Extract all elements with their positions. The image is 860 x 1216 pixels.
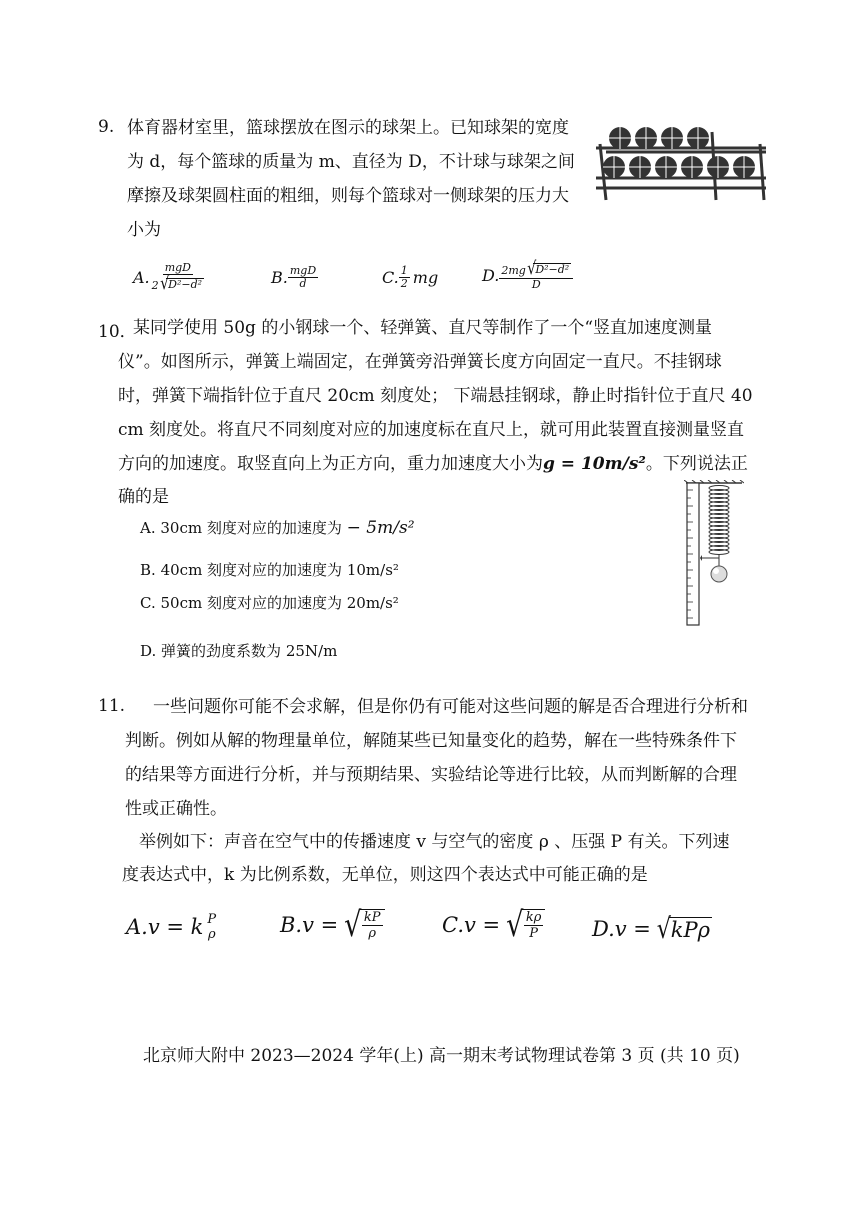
q9-option-c: C. $\frac{1}{2}$ mg xyxy=(382,264,439,290)
q10-number: 10． xyxy=(98,322,137,342)
q11-option-b: B.v = √ $\frac{kP}{\rho}$ xyxy=(280,908,385,942)
q10-line-3: 时，弹簧下端指针位于直尺 20cm 刻度处； 下端悬挂钢球，静止时指针位于直尺 40 xyxy=(118,386,753,406)
q9-option-d: D. 2mg √ D²−d² D xyxy=(482,260,573,291)
q11-option-a: A.v = k P ρ xyxy=(126,912,217,942)
basketball-rack-figure xyxy=(592,122,770,202)
q10-line-5: 方向的加速度。取竖直向上为正方向，重力加速度大小为g = 10m/s²。下列说法正 xyxy=(118,454,748,474)
spring-ruler-figure xyxy=(684,480,744,628)
q11-line-6: 度表达式中，k 为比例系数，无单位，则这四个表达式中可能正确的是 xyxy=(122,865,648,885)
q11-line-5: 举例如下：声音在空气中的传播速度 v 与空气的密度 ρ 、压强 P 有关。下列速 xyxy=(139,832,730,852)
q11-option-c: C.v = √ $\frac{k\rho}{P}$ xyxy=(442,908,545,942)
q9-line-1: 体育器材室里，篮球摆放在图示的球架上。已知球架的宽度 xyxy=(127,118,569,138)
page-footer: 北京师大附中 2023—2024 学年(上) 高一期末考试物理试卷第 3 页 (共 10 页) xyxy=(143,1046,740,1066)
q9-line-2: 为 d，每个篮球的质量为 m、直径为 D，不计球与球架之间 xyxy=(127,152,575,172)
q10-line-4: cm 刻度处。将直尺不同刻度对应的加速度标在直尺上，就可用此装置直接测量竖直 xyxy=(118,420,745,440)
q11-line-2: 判断。例如从解的物理量单位，解随某些已知量变化的趋势，解在一些特殊条件下 xyxy=(125,731,737,751)
q9-line-4: 小为 xyxy=(127,220,161,240)
g-expression: g = 10m/s² xyxy=(543,454,646,474)
q10-option-b: B. 40cm 刻度对应的加速度为 10m/s² xyxy=(140,561,399,579)
q10-option-d: D. 弹簧的劲度系数为 25N/m xyxy=(140,642,338,660)
q11-line-3: 的结果等方面进行分析，并与预期结果、实验结论等进行比较，从而判断解的合理 xyxy=(125,765,737,785)
q9-number: 9. xyxy=(98,117,115,137)
q10-line-2: 仪”。如图所示，弹簧上端固定，在弹簧旁沿弹簧长度方向固定一直尺。不挂钢球 xyxy=(118,352,722,372)
q9-option-b: B. $\frac{\text{mgD}}{d}$ xyxy=(271,264,317,290)
q10-option-a: A. 30cm 刻度对应的加速度为 − 5m/s² xyxy=(140,518,415,538)
q9-line-3: 摩擦及球架圆柱面的粗细，则每个篮球对一侧球架的压力大 xyxy=(127,186,569,206)
q10-line-6: 确的是 xyxy=(118,487,169,507)
q11-line-1: 一些问题你可能不会求解，但是你仍有可能对这些问题的解是否合理进行分析和 xyxy=(153,697,748,717)
q11-option-d: D.v = √ kPρ xyxy=(592,912,710,945)
q9-option-a: A. mgD 2 √ D²−d² xyxy=(133,261,203,294)
q11-number: 11. xyxy=(98,696,126,716)
q10-line-1: 某同学使用 50g 的小钢球一个、轻弹簧、直尺等制作了一个“竖直加速度测量 xyxy=(133,318,713,338)
q10-option-c: C. 50cm 刻度对应的加速度为 20m/s² xyxy=(140,594,399,612)
q11-line-4: 性或正确性。 xyxy=(125,799,227,819)
